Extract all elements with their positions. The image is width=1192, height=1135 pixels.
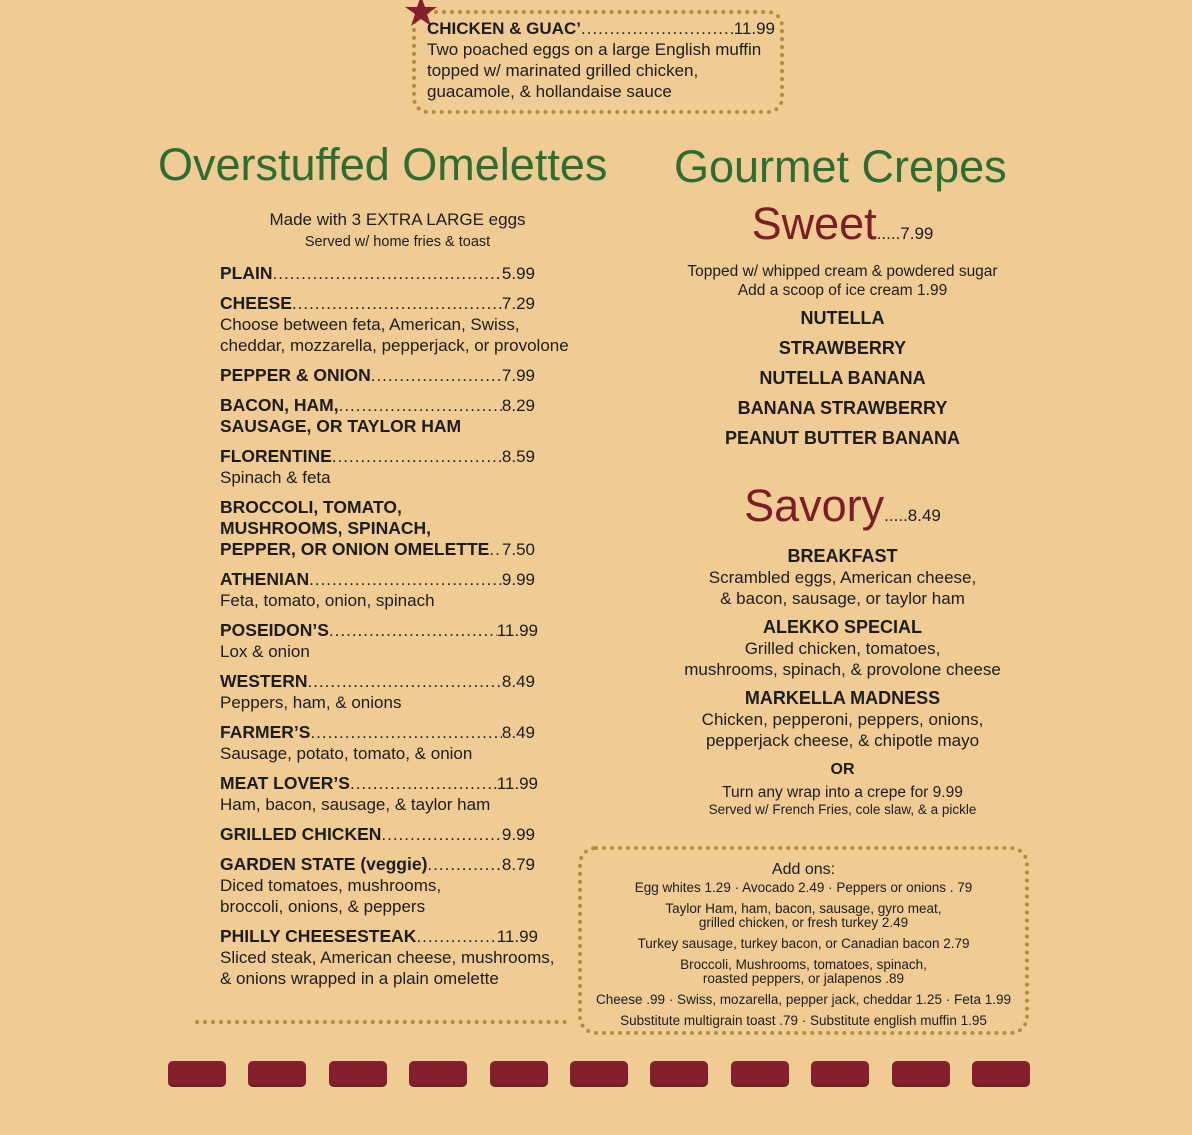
omelette-name-row [220,671,535,692]
omelette-name-row [220,854,535,875]
sweet-item: NUTELLA [800,308,885,328]
dot-leader [489,539,502,560]
addons-title: Add ons: [771,861,836,878]
addons-box [578,846,1029,1035]
dot-leader [273,263,502,284]
omelette-item [220,824,540,845]
omelette-name-line: SAUSAGE, OR TAYLOR HAM [220,416,462,436]
savory-item-desc: mushrooms, spinach, & provolone cheese [684,660,1001,679]
sweet-item: BANANA STRAWBERRY [737,398,948,418]
omelettes-title: Overstuffed Omelettes [158,139,608,190]
omelette-name-row [220,395,535,416]
dotted-divider [195,1020,567,1024]
omelette-item [220,722,540,764]
omelette-desc: Ham, bacon, sausage, & taylor ham [220,795,491,814]
sweet-item: NUTELLA BANANA [759,368,926,388]
omelette-price: 5.99 [501,264,535,283]
addons-line: Taylor Ham, ham, bacon, sausage, gyro meat, [665,901,942,916]
omelette-desc: Spinach & feta [220,468,331,487]
omelette-name-row [220,926,538,947]
omelette-item [220,854,540,917]
omelette-price: 7.99 [501,366,535,385]
omelette-item [220,773,540,815]
decorative-tab [650,1061,708,1087]
omelette-name-line: BROCCOLI, TOMATO, [220,497,402,517]
omelette-item [220,263,540,284]
omelette-item [220,365,540,386]
savory-item [675,546,1010,609]
addons-line: grilled chicken, or fresh turkey 2.49 [698,915,909,930]
special-name: CHICKEN & GUAC’ [427,19,581,38]
special-item [427,18,775,102]
omelette-desc: Feta, tomato, onion, spinach [220,591,435,610]
dot-leader [371,365,502,386]
omelette-price: 11.99 [496,621,538,640]
dot-leader [339,395,502,416]
omelette-name-row [220,620,538,641]
decorative-tab [329,1061,387,1087]
savory-header [675,480,1010,532]
omelette-desc: Diced tomatoes, mushrooms, [220,876,442,895]
savory-title: Savory [744,480,885,531]
dot-leader [427,854,501,875]
savory-item-desc: & bacon, sausage, or taylor ham [720,589,965,608]
omelette-name-row [220,365,535,386]
omelette-price: 7.50 [501,540,535,559]
sweet-header [675,198,1010,250]
omelette-name: PHILLY CHEESESTEAK [220,926,417,946]
omelette-item [220,569,540,611]
omelette-price: 8.49 [501,723,535,742]
omelette-price: 9.99 [501,570,535,589]
wrap-note: Turn any wrap into a crepe for 9.99 [722,784,963,801]
savory-item [675,617,1010,680]
omelette-name-row [220,569,535,590]
sweet-note-2: Add a scoop of ice cream 1.99 [737,282,948,299]
omelette-name-row [220,773,538,794]
omelette-desc: Peppers, ham, & onions [220,693,402,712]
dot-leader [308,671,502,692]
savory-item-name: BREAKFAST [787,546,898,566]
sweet-price: .....7.99 [876,224,934,243]
omelette-list [220,263,569,989]
dot-leader [329,620,497,641]
savory-item-desc: Chicken, pepperoni, peppers, onions, [701,710,984,729]
dot-leader [292,293,502,314]
omelettes-served: Served w/ home fries & toast [304,234,491,250]
decorative-tab [409,1061,467,1087]
dot-leader [416,926,496,947]
addons-line: Turkey sausage, turkey bacon, or Canadian bacon 2.79 [637,936,970,951]
addons-line: Egg whites 1.29 · Avocado 2.49 · Peppers or onions . 79 [634,880,973,895]
omelette-name: PEPPER, OR ONION OMELETTE [220,539,490,559]
omelette-name: GRILLED CHICKEN [220,824,382,844]
omelette-item [220,926,555,989]
crepes-title: Gourmet Crepes [674,141,1007,192]
dot-leader [350,773,497,794]
omelette-desc: Choose between feta, American, Swiss, [220,315,520,334]
omelette-item [220,395,540,437]
omelette-item [220,671,540,713]
omelette-desc: Sausage, potato, tomato, & onion [220,744,473,763]
omelette-price: 9.99 [501,825,535,844]
savory-item-name: MARKELLA MADNESS [744,688,941,708]
special-desc-1: Two poached eggs on a large English muffin [427,40,762,59]
decorative-tab [248,1061,306,1087]
omelette-name-row [220,824,535,845]
sweet-note-1: Topped w/ whipped cream & powdered sugar [687,263,998,280]
decorative-tab [811,1061,869,1087]
addons-line: Broccoli, Mushrooms, tomatoes, spinach, [680,957,927,972]
addons-line: roasted peppers, or jalapenos .89 [702,971,905,986]
wrap-served: Served w/ French Fries, cole slaw, & a pickle [708,802,977,817]
omelette-name: PEPPER & ONION [220,365,371,385]
omelette-name-row [220,722,535,743]
omelette-name: GARDEN STATE (veggie) [220,854,428,874]
dot-leader [381,824,502,845]
decorative-tab-row [168,1061,1030,1087]
omelette-price: 8.49 [501,672,535,691]
omelette-name: FARMER’S [220,722,311,742]
special-price: 11.99 [733,19,775,38]
omelette-price: 11.99 [496,927,538,946]
dot-leader [309,569,502,590]
decorative-tab [972,1061,1030,1087]
savory-item-desc: Scrambled eggs, American cheese, [708,568,977,587]
omelette-name-row [220,539,535,560]
special-desc-2: topped w/ marinated grilled chicken, [427,61,699,80]
omelette-name: MEAT LOVER’S [220,773,350,793]
omelette-desc: broccoli, onions, & peppers [220,897,426,916]
special-desc-3: guacamole, & hollandaise sauce [427,82,672,101]
savory-price: .....8.49 [884,506,941,525]
savory-item-desc: pepperjack cheese, & chipotle mayo [705,731,980,750]
savory-item [675,688,1010,751]
omelette-name: WESTERN [220,671,308,691]
omelette-item [220,293,569,356]
decorative-tab [490,1061,548,1087]
addons-line: Substitute multigrain toast .79 · Substitute english muffin 1.95 [620,1013,987,1028]
sweet-item: STRAWBERRY [778,338,907,358]
decorative-tab [168,1061,226,1087]
omelette-price: 8.29 [501,396,535,415]
omelette-name-line: MUSHROOMS, SPINACH, [220,518,431,538]
omelette-desc: Lox & onion [220,642,310,661]
omelettes-subtitle: Made with 3 EXTRA LARGE eggs [269,210,526,229]
omelette-name: FLORENTINE [220,446,332,466]
savory-item-desc: Grilled chicken, tomatoes, [744,639,941,658]
omelette-desc: cheddar, mozzarella, pepperjack, or provolone [220,336,569,355]
savory-item-name: ALEKKO SPECIAL [762,617,922,637]
omelette-desc: & onions wrapped in a plain omelette [220,969,499,988]
decorative-tab [892,1061,950,1087]
omelette-price: 7.29 [501,294,535,313]
top-cutoff-text [560,0,660,2]
omelette-name: CHEESE [220,293,292,313]
omelette-price: 8.79 [501,855,535,874]
sweet-title: Sweet [751,198,877,249]
omelette-item [220,446,540,488]
omelette-name-row [220,293,535,314]
dot-leader [332,446,502,467]
dot-leader [581,18,734,39]
sweet-item: PEANUT BUTTER BANANA [725,428,960,448]
or-label: OR [830,761,855,778]
omelette-name: BACON, HAM, [220,395,339,415]
omelette-item [220,497,540,560]
addons-line: Cheese .99 · Swiss, mozarella, pepper jack, cheddar 1.25 · Feta 1.99 [596,992,1011,1007]
dot-leader [310,722,501,743]
decorative-tab [731,1061,789,1087]
omelette-name-row [220,263,535,284]
sweet-list [675,303,1010,453]
omelette-item [220,620,540,662]
omelette-name-row [220,446,535,467]
omelette-name: PLAIN [220,263,273,283]
omelette-name: POSEIDON’S [220,620,329,640]
omelette-price: 8.59 [501,447,535,466]
savory-list [675,546,1010,818]
decorative-tab [570,1061,628,1087]
omelette-desc: Sliced steak, American cheese, mushrooms, [220,948,555,967]
omelette-name: ATHENIAN [220,569,310,589]
omelette-price: 11.99 [496,774,538,793]
